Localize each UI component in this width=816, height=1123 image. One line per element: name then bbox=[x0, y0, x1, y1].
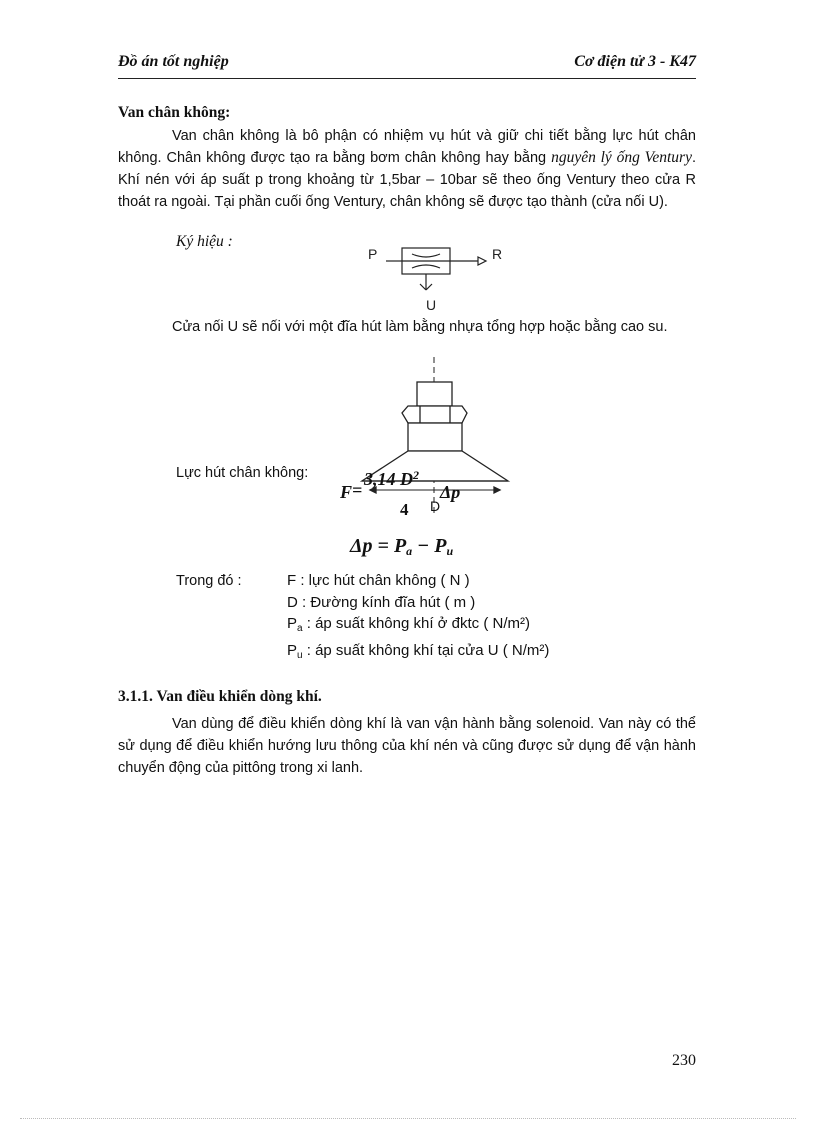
pressure-pa: P bbox=[393, 535, 407, 557]
section-title-flow-valve: 3.1.1. Van điều khiển dòng khí. bbox=[118, 688, 322, 705]
vacuum-generator-symbol bbox=[360, 238, 520, 316]
pressure-difference-formula: $\Delta p = P_a - P_u$ bbox=[350, 535, 454, 558]
pressure-lhs: Δp bbox=[350, 535, 373, 557]
suction-cup-drawing bbox=[350, 355, 520, 520]
cup-diameter-label: D bbox=[430, 498, 441, 514]
formula-coef: 3,14 bbox=[364, 469, 396, 489]
definition-row bbox=[287, 570, 549, 592]
definition-text: : lực hút chân không ( N ) bbox=[296, 572, 470, 589]
definition-text: : Đường kính đĩa hút ( m ) bbox=[297, 593, 476, 611]
symbol-label: Ký hiệu : bbox=[176, 233, 233, 250]
suction-force-label: Lực hút chân không: bbox=[176, 465, 309, 481]
formula-denominator: 4 bbox=[400, 500, 409, 519]
formula-d: D bbox=[400, 469, 413, 489]
header-left-title: Đồ án tốt nghiệp bbox=[118, 53, 229, 70]
where-label: Trong đó : bbox=[176, 573, 242, 589]
port-p-label: P bbox=[368, 246, 378, 262]
definition-symbol: F bbox=[287, 572, 297, 589]
definition-text: : áp suất không khí tại cửa U ( N/m²) bbox=[302, 641, 550, 659]
header-rule bbox=[118, 78, 696, 79]
formula-f: F bbox=[340, 482, 353, 502]
definition-row bbox=[287, 592, 549, 614]
bottom-dotted-border bbox=[20, 1118, 796, 1119]
pressure-pu-sub: u bbox=[446, 544, 454, 558]
paragraph-vacuum-intro bbox=[118, 125, 696, 213]
definitions-table bbox=[287, 570, 549, 666]
definition-subscript: u bbox=[297, 649, 303, 661]
definition-subscript: a bbox=[297, 623, 303, 634]
pressure-pa-sub: a bbox=[406, 544, 413, 558]
port-u-label: U bbox=[426, 297, 437, 313]
port-r-label: R bbox=[492, 246, 503, 262]
definition-symbol: P bbox=[287, 641, 298, 659]
header-right-title: Cơ điện tử 3 - K47 bbox=[574, 53, 696, 70]
paragraph-text-part1: Van chân không là bô phận có nhiệm vụ hút và giữ chi tiết bằng lực hút chân không. Chân không được tạo ra bằng bơm chân không hay bằng bbox=[118, 128, 696, 166]
definition-symbol: D bbox=[287, 593, 298, 611]
paragraph-flow-valve: Van dùng để điều khiển dòng khí là van vận hành bằng solenoid. Van này có thể sử dụng để điều khiển hướng lưu thông của khí nén và cũng được sử dụng để vận hành chuyển động của pittông trong xi lanh. bbox=[118, 716, 696, 776]
formula-equals: = bbox=[352, 480, 363, 500]
definition-symbol: P bbox=[287, 615, 298, 632]
section-title-vacuum-valve: Van chân không: bbox=[118, 104, 231, 121]
pressure-pu: P bbox=[434, 535, 447, 557]
definition-row bbox=[287, 640, 549, 667]
definition-row bbox=[287, 613, 549, 640]
paragraph-italic-term: nguyên lý ống Ventury bbox=[551, 149, 692, 166]
formula-numerator bbox=[364, 468, 419, 490]
formula-delta-p: Δp bbox=[440, 482, 461, 502]
definition-text: : áp suất không khí ở đktc ( N/m²) bbox=[302, 615, 530, 632]
paragraph-text-part2: . Khí nén với áp suất p trong khoảng từ 1,5bar – 10bar sẽ theo ống Ventury theo cửa R thoát ra ngoài. Tại phần cuối ống Ventury, chân không sẽ được tạo thành (cửa nối U). bbox=[118, 150, 696, 210]
page-number: 230 bbox=[672, 1052, 696, 1069]
formula-exp: 2 bbox=[413, 468, 419, 482]
paragraph-connection: Cửa nối U sẽ nối với một đĩa hút làm bằng nhựa tổng hợp hoặc bằng cao su. bbox=[172, 319, 668, 335]
